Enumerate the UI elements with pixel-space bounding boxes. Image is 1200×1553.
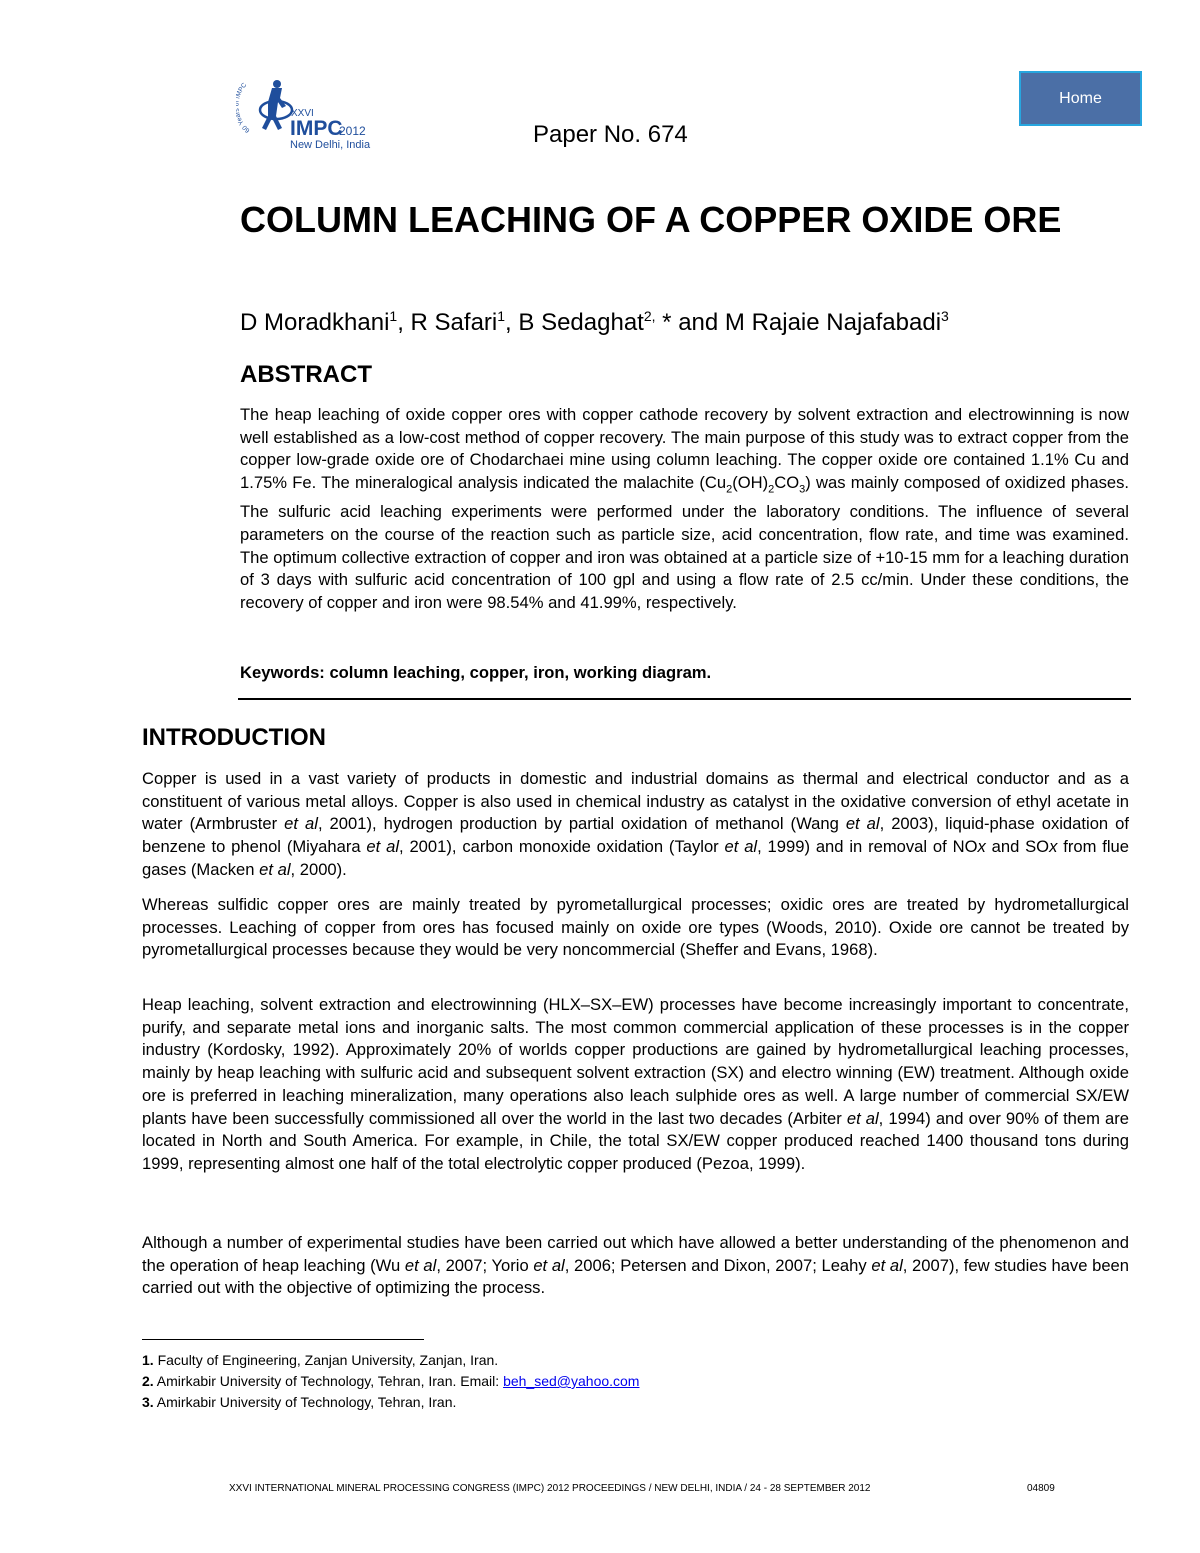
footnote-3: [142, 1393, 456, 1411]
text-run: Copper is used in a vast variety of products in domestic and industrial domains as thermal and electrical conductor and as a constituent of various metal alloys. Copper is also used in chemical industry as catalyst in the oxidative conversion of ethyl acetate in water (Armbruster: [142, 769, 1129, 834]
text-run: , 2006; Petersen and Dixon, 2007; Leahy: [564, 1255, 872, 1275]
impc-logo-graphic: [236, 72, 411, 154]
abstract-text-part: ) was mainly composed of oxidized phases. The sulfuric acid leaching experiments were performed under the laboratory conditions. The influence of several parameters on the course of the reaction such as particle size, acid concentration, flow rate, and time was examined. The optimum collective extraction of copper and iron was obtained at a particle size of +10-15 mm for a leaching duration of 3 days with sulfuric acid concentration of 100 gpl and using a flow rate of 2.5 cc/min. Under these conditions, the recovery of copper and iron were 98.54% and 41.99%, respectively.: [240, 473, 1129, 612]
author-affiliation: 2,: [643, 308, 656, 324]
footnote-2: [142, 1372, 639, 1390]
footnote-text: Amirkabir University of Technology, Tehran, Iran.: [153, 1394, 457, 1410]
logo-roman: XXVI: [291, 108, 314, 119]
author-separator: ,: [397, 309, 411, 336]
formula-subscript: 2: [768, 483, 775, 496]
impc-logo: [236, 72, 411, 154]
section-divider: [238, 698, 1131, 700]
text-run: from flue gases (Macken: [142, 837, 1129, 879]
home-button[interactable]: Home: [1019, 71, 1142, 126]
logo-year: 2012: [339, 124, 366, 138]
italic-run: x: [977, 837, 986, 857]
paper-number: Paper No. 674: [533, 121, 688, 148]
footnote-text: Amirkabir University of Technology, Tehran, Iran. Email:: [153, 1373, 504, 1389]
text-run: , 1994) and over 90% of them are located in North and South America. For example, in Chile, the total SX/EW copper produced reached 1400 thousand tons during 1999, representing almost one half of the total electrolytic copper produced (Pezoa, 1999).: [142, 1108, 1129, 1173]
intro-paragraph-4: [142, 1232, 1129, 1300]
abstract-text-part: The heap leaching of oxide copper ores with copper cathode recovery by solvent extraction and electrowinning is now well established as a low-cost method of copper recovery. The main purpose of this study was to extract copper from the copper low-grade oxide ore of Chodarchaei mine using column leaching. The copper oxide ore contained 1.1% Cu and 1.75% Fe. The mineralogical analysis indicated the malachite (: [240, 405, 1129, 493]
introduction-heading: INTRODUCTION: [142, 724, 326, 751]
text-run: , 2001), hydrogen production by partial oxidation of methanol (Wang: [317, 814, 846, 834]
email-link[interactable]: beh_sed@yahoo.com: [503, 1373, 640, 1389]
keywords: Keywords: column leaching, copper, iron, working diagram.: [240, 663, 712, 682]
italic-run: et al: [724, 837, 758, 857]
svg-text:60 Years of IMPC: [236, 81, 251, 133]
author-affiliation: 1: [389, 308, 398, 324]
text-run: , 2007; Yorio: [436, 1255, 534, 1275]
abstract-text: [240, 404, 1129, 615]
author-separator: * and: [655, 309, 725, 336]
author-list: [240, 298, 1140, 341]
malachite-formula: [704, 473, 806, 496]
italic-run: et al: [533, 1255, 565, 1275]
italic-run: et al: [871, 1255, 903, 1275]
author-affiliation: 1: [497, 308, 506, 324]
text-run: , 2001), carbon monoxide oxidation (Taylor: [399, 837, 725, 857]
author-affiliation: 3: [941, 308, 949, 324]
footnote-number: 3.: [142, 1394, 154, 1410]
footnote-number: 2.: [142, 1373, 154, 1389]
italic-run: et al: [404, 1255, 437, 1275]
text-run: , 1999) and in removal of NO: [757, 837, 978, 857]
page-footer: XXVI INTERNATIONAL MINERAL PROCESSING CONGRESS (IMPC) 2012 PROCEEDINGS / NEW DELHI, INDIA / 24 - 28 SEPTEMBER 2012: [229, 1483, 871, 1494]
formula-part: CO: [774, 473, 800, 493]
footnote-1: [142, 1351, 498, 1369]
text-run: Although a number of experimental studies have been carried out which have allowed a better understanding of the phenomenon and the operation of heap leaching (Wu: [142, 1233, 1129, 1275]
italic-run: et al: [846, 1108, 879, 1128]
text-run: Heap leaching, solvent extraction and electrowinning (HLX–SX–EW) processes have become increasingly important to concentrate, purify, and separate metal ions and inorganic salts. The most common commercial application of these processes is in the copper industry (Kordosky, 1992). Approximately 20% of worlds copper productions are gained by hydrometallurgical leaching processes, mainly by heap leaching with sulfuric acid and subsequent solvent extraction (SX) and electro winning (EW) treatment. Although oxide ore is preferred in leaching mineralization, many operations also leach sulphide ores as well. A large number of commercial SX/EW plants have been successfully commissioned all over the world in the last two decades (Arbiter: [142, 995, 1129, 1128]
logo-brand: IMPC: [290, 117, 343, 140]
formula-part: Cu: [704, 473, 727, 493]
formula-subscript: 2: [726, 483, 733, 496]
author-name: B Sedaghat: [518, 309, 644, 336]
text-run: , 2007), few studies have been carried out with the objective of optimizing the process.: [142, 1255, 1130, 1298]
text-run: and SO: [985, 837, 1050, 857]
author-separator: ,: [505, 309, 519, 336]
italic-run: et al: [259, 859, 291, 879]
logo-arc-text: 60 Ye PC: [236, 81, 252, 134]
footnote-number: 1.: [142, 1352, 154, 1368]
italic-run: et al: [284, 814, 318, 834]
page-number: 04809: [1027, 1483, 1055, 1494]
formula-part: (OH): [732, 473, 769, 493]
intro-paragraph-1: [142, 768, 1129, 882]
italic-run: et al: [845, 814, 880, 834]
italic-run: x: [1049, 837, 1058, 857]
footnote-text: Faculty of Engineering, Zanjan University, Zanjan, Iran.: [153, 1352, 499, 1368]
footnote-divider: [142, 1339, 424, 1340]
author-name: D Moradkhani: [240, 309, 390, 336]
italic-run: et al: [366, 837, 400, 857]
paper-title: COLUMN LEACHING OF A COPPER OXIDE ORE: [240, 199, 1062, 240]
author-name: M Rajaie Najafabadi: [724, 309, 942, 336]
text-run: , 2000).: [290, 859, 347, 879]
intro-paragraph-2: Whereas sulfidic copper ores are mainly treated by pyrometallurgical processes; oxidic ores are treated by hydrometallurgical processes. Leaching of copper from ores has focused mainly on oxide ore types (Woods, 2010). Oxide ore cannot be treated by pyrometallurgical processes because they would be very noncommercial (Sheffer and Evans, 1968).: [142, 895, 1129, 960]
logo-location: New Delhi, India: [290, 139, 371, 151]
abstract-heading: ABSTRACT: [240, 361, 372, 388]
text-run: , 2003), liquid-phase oxidation of benzene to phenol (Miyahara: [142, 814, 1129, 857]
intro-paragraph-3: [142, 994, 1129, 1176]
formula-subscript: 3: [799, 483, 806, 496]
author-name: R Safari: [410, 309, 498, 336]
